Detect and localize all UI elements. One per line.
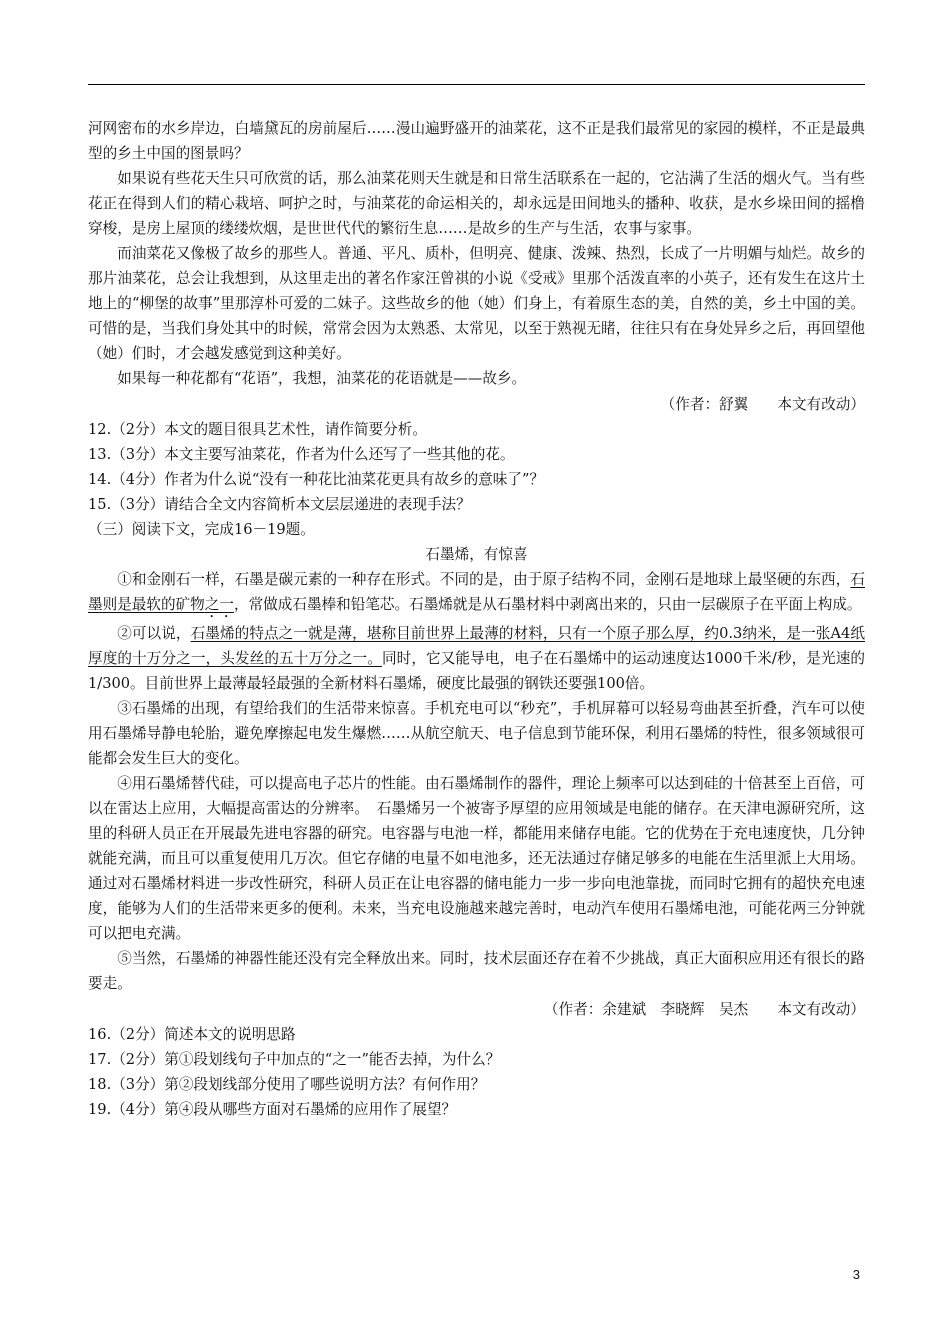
graphene-paragraph-3: ③石墨烯的出现，有望给我们的生活带来惊喜。手机充电可以“秒充”，手机屏幕可以轻易弯曲甚至折叠，汽车可以使用石墨烯导静电轮胎，避免摩擦起电发生爆燃……从航空航天、电子信息到节能环保，利用石墨烯的特性，很多领域很可能都会发生巨大的变化。 <box>88 700 865 767</box>
graphene-paragraph-4: ④用石墨烯替代硅，可以提高电子芯片的性能。由石墨烯制作的器件，理论上频率可以达到硅的十倍甚至上百倍，可以在雷达上应用，大幅提高雷达的分辨率。 石墨烯另一个被寄予厚望的应用领域是电能的储存。在天津电源研究所，这里的科研人员正在开展最先进电容器的研究。电容器与电池一样，都能用来储存电能。它的优势在于充电速度快，几分钟就能充满，而且可以重复使用几万次。但它存储的电量不如电池多，还无法通过存储足够多的电能在生活里派上大用场。通过对石墨烯材料进一步改性研究，科研人员正在让电容器的储电能力一步一步向电池靠拢，而同时它拥有的超快充电速度，能够为人们的生活带来更多的便利。未来，当充电设施越来越完善时，电动汽车使用石墨烯电池，可能花两三分钟就可以把电充满。 <box>88 775 865 942</box>
paragraph-hometown-people: 而油菜花又像极了故乡的那些人。普通、平凡、质朴，但明亮、健康、泼辣、热烈，长成了一片明媚与灿烂。故乡的那片油菜花，总会让我想到，从这里走出的著名作家汪曾祺的小说《受戒》里那个活泼直率的小英子，还有发生在这片土地上的“柳堡的故事”里那淳朴可爱的二妹子。这些故乡的他（她）们身上，有着原生态的美，自然的美，乡土中国的美。可惜的是，当我们身处其中的时候，常常会因为太熟悉、太常见，以至于熟视无睹，往往只有在身处异乡之后，再回望他（她）们时，才会越发感觉到这种美好。 <box>88 245 865 362</box>
graphene-paragraph-5: ⑤当然，石墨烯的神器性能还没有完全释放出来。同时，技术层面还存在着不少挑战，真正大面积应用还有很长的路要走。 <box>88 950 865 992</box>
header-rule <box>88 84 865 85</box>
underlined-passage-2: 石墨烯的特点之一就是薄，堪称目前世界上最薄的材料，只有一个原子那么厚，约0.3纳米，是一张A4纸厚度的十万分之一，头发丝的五十万分之一。 <box>88 625 865 667</box>
question-17: 17.（2分）第①段划线句子中加点的“之一”能否去掉，为什么？ <box>88 1051 501 1068</box>
source-note-passage-two: （作者：舒翼 本文有改动） <box>660 396 865 413</box>
question-13: 13.（3分）本文主要写油菜花，作者为什么还写了一些其他的花。 <box>88 446 515 463</box>
emphasis-dotted-word: 之一 <box>204 596 234 613</box>
section-three-heading: （三）阅读下文，完成16－19题。 <box>88 521 315 538</box>
graphene-p1-text-a: ①和金刚石一样，石墨是碳元素的一种存在形式。不同的是，由于原子结构不同，金刚石是地球上最坚硬的东西， <box>117 571 851 588</box>
question-12: 12.（2分）本文的题目很具艺术性，请作简要分析。 <box>88 421 427 438</box>
article-title: 石墨烯，有惊喜 <box>425 546 528 563</box>
graphene-p2-text-b: 同时，它又能导电，电子在石墨烯中的运动速度达1000千米/秒，是光速的1/300。目前世界上最薄最轻最强的全新材料石墨烯，硬度比最强的钢铁还要强100倍。 <box>88 650 865 692</box>
question-18: 18.（3分）第②段划线部分使用了哪些说明方法？有何作用？ <box>88 1076 486 1093</box>
paragraph-landscape: 河网密布的水乡岸边，白墙黛瓦的房前屋后……漫山遍野盛开的油菜花，这不正是我们最常见的家园的模样，不正是最典型的乡土中国的图景吗？ <box>88 120 865 162</box>
source-note-section-three: （作者：余建斌 李晓辉 吴杰 本文有改动） <box>543 1001 865 1018</box>
paragraph-daily-life: 如果说有些花天生只可欣赏的话，那么油菜花则天生就是和日常生活联系在一起的，它沾满了生活的烟火气。当有些花正在得到人们的精心栽培、呵护之时，与油菜花的命运相关的，却永远是田间地头的播种、收获，是水乡垛田间的摇橹穿梭，是房上屋顶的缕缕炊烟，是世世代代的繁衍生息……是故乡的生产与生活，农事与家事。 <box>88 170 865 237</box>
question-16: 16.（2分）简述本文的说明思路 <box>88 1026 296 1043</box>
graphene-paragraph-2 <box>88 621 865 696</box>
question-14: 14.（4分）作者为什么说“没有一种花比油菜花更具有故乡的意味了”？ <box>88 471 545 488</box>
question-19: 19.（4分）第④段从哪些方面对石墨烯的应用作了展望？ <box>88 1101 457 1118</box>
page-content <box>88 116 865 1122</box>
graphene-p2-text-a: ②可以说， <box>117 625 191 642</box>
underlined-sentence-1-text: 石墨则是最软的矿物 <box>88 571 865 613</box>
graphene-p1-text-b: ，常做成石墨棒和铅笔芯。石墨烯就是从石墨材料中剥离出来的，只由一层碳原子在平面上构成。 <box>233 596 862 613</box>
paragraph-flower-language: 如果每一种花都有“花语”，我想，油菜花的花语就是——故乡。 <box>117 370 527 387</box>
page-number: 3 <box>852 1267 860 1282</box>
question-15: 15.（3分）请结合全文内容简析本文层层递进的表现手法？ <box>88 496 471 513</box>
graphene-paragraph-1 <box>88 567 865 621</box>
